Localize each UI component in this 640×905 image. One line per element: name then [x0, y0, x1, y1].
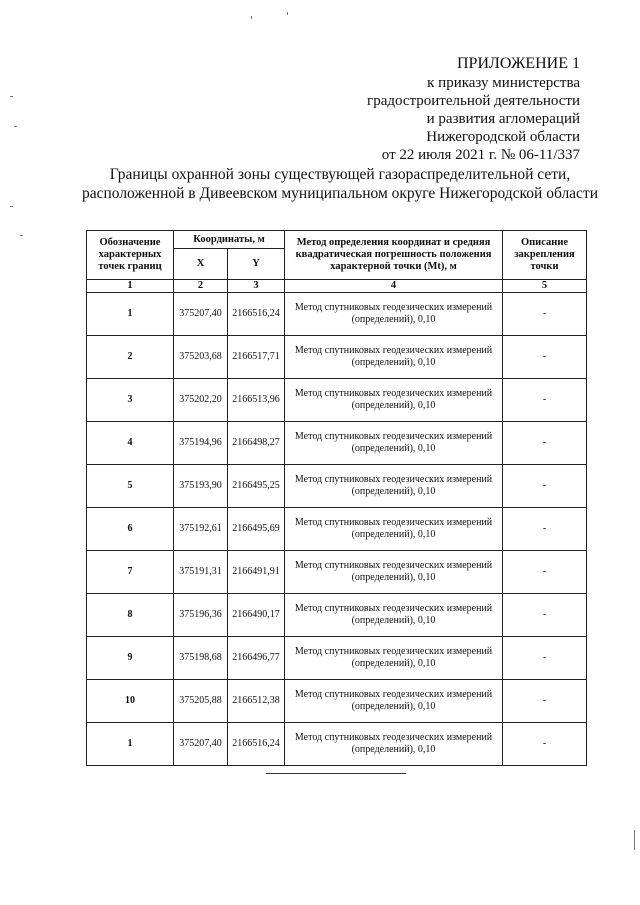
method-cell: Метод спутниковых геодезических измерений (определений), 0,10 [285, 637, 503, 680]
point-id: 8 [87, 594, 174, 637]
scan-mark [10, 206, 13, 207]
point-id: 5 [87, 465, 174, 508]
table-row [87, 508, 587, 551]
end-separator-line [266, 773, 406, 774]
method-cell: Метод спутниковых геодезических измерений (определений), 0,10 [285, 723, 503, 766]
coord-x: 375207,40 [174, 293, 228, 336]
coord-x: 375196,36 [174, 594, 228, 637]
method-cell: Метод спутниковых геодезических измерений (определений), 0,10 [285, 594, 503, 637]
appendix-line: от 22 июля 2021 г. № 06-11/337 [381, 147, 580, 163]
column-number: 1 [87, 280, 174, 293]
coord-x: 375203,68 [174, 336, 228, 379]
coord-x: 375205,88 [174, 680, 228, 723]
method-cell: Метод спутниковых геодезических измерений (определений), 0,10 [285, 508, 503, 551]
coord-y: 2166495,69 [228, 508, 285, 551]
description-cell: - [503, 465, 587, 508]
point-id: 1 [87, 723, 174, 766]
coord-y: 2166498,27 [228, 422, 285, 465]
header-coordinates: Координаты, м [174, 231, 285, 249]
coord-y: 2166495,25 [228, 465, 285, 508]
point-id: 10 [87, 680, 174, 723]
header-method: Метод определения координат и средняя квадратическая погрешность положения характерной точки (Mt), м [285, 231, 503, 280]
scan-mark [10, 96, 13, 97]
method-cell: Метод спутниковых геодезических измерений (определений), 0,10 [285, 680, 503, 723]
method-cell: Метод спутниковых геодезических измерений (определений), 0,10 [285, 336, 503, 379]
coord-x: 375202,20 [174, 379, 228, 422]
coord-x: 375198,68 [174, 637, 228, 680]
description-cell: - [503, 379, 587, 422]
point-id: 4 [87, 422, 174, 465]
scan-mark [14, 126, 17, 127]
boundary-points-table [86, 230, 587, 766]
method-cell: Метод спутниковых геодезических измерений (определений), 0,10 [285, 422, 503, 465]
method-cell: Метод спутниковых геодезических измерений (определений), 0,10 [285, 379, 503, 422]
point-id: 3 [87, 379, 174, 422]
point-id: 1 [87, 293, 174, 336]
coord-x: 375194,96 [174, 422, 228, 465]
method-cell: Метод спутниковых геодезических измерений (определений), 0,10 [285, 465, 503, 508]
appendix-header [367, 54, 580, 164]
table-row [87, 637, 587, 680]
appendix-line: градостроительной деятельности [367, 93, 580, 109]
table-row [87, 551, 587, 594]
table-row [87, 594, 587, 637]
column-number: 4 [285, 280, 503, 293]
document-title-line: расположенной в Дивеевском муниципальном округе Нижегородской области [81, 185, 599, 202]
point-id: 2 [87, 336, 174, 379]
scan-mark [634, 830, 635, 850]
description-cell: - [503, 551, 587, 594]
description-cell: - [503, 336, 587, 379]
coord-y: 2166513,96 [228, 379, 285, 422]
column-number: 3 [228, 280, 285, 293]
description-cell: - [503, 422, 587, 465]
table-row [87, 422, 587, 465]
table-row [87, 723, 587, 766]
method-cell: Метод спутниковых геодезических измерений (определений), 0,10 [285, 551, 503, 594]
table-row [87, 465, 587, 508]
coord-x: 375192,61 [174, 508, 228, 551]
header-x: X [174, 249, 228, 280]
appendix-title: ПРИЛОЖЕНИЕ 1 [456, 55, 580, 72]
table-row [87, 379, 587, 422]
coord-y: 2166517,71 [228, 336, 285, 379]
coord-y: 2166512,38 [228, 680, 285, 723]
point-id: 7 [87, 551, 174, 594]
appendix-line: к приказу министерства [427, 75, 580, 91]
scan-mark [20, 235, 23, 236]
coord-x: 375193,90 [174, 465, 228, 508]
point-id: 6 [87, 508, 174, 551]
column-number: 5 [503, 280, 587, 293]
appendix-line: Нижегородской области [426, 129, 580, 145]
description-cell: - [503, 594, 587, 637]
header-designation: Обозначение характерных точек границ [87, 231, 174, 280]
document-title [40, 165, 640, 203]
column-number: 2 [174, 280, 228, 293]
coord-y: 2166516,24 [228, 293, 285, 336]
coord-y: 2166491,91 [228, 551, 285, 594]
scan-mark [251, 16, 252, 19]
coord-y: 2166516,24 [228, 723, 285, 766]
table-row [87, 293, 587, 336]
coord-x: 375207,40 [174, 723, 228, 766]
coord-y: 2166490,17 [228, 594, 285, 637]
description-cell: - [503, 508, 587, 551]
coord-y: 2166496,77 [228, 637, 285, 680]
table-row [87, 680, 587, 723]
table-row [87, 336, 587, 379]
method-cell: Метод спутниковых геодезических измерений (определений), 0,10 [285, 293, 503, 336]
document-title-line: Границы охранной зоны существующей газораспределительной сети, [109, 166, 571, 183]
header-description: Описание закрепления точки [503, 231, 587, 280]
description-cell: - [503, 293, 587, 336]
appendix-line: и развития агломераций [426, 111, 580, 127]
point-id: 9 [87, 637, 174, 680]
scan-mark [287, 12, 288, 15]
description-cell: - [503, 680, 587, 723]
header-y: Y [228, 249, 285, 280]
description-cell: - [503, 723, 587, 766]
description-cell: - [503, 637, 587, 680]
coord-x: 375191,31 [174, 551, 228, 594]
